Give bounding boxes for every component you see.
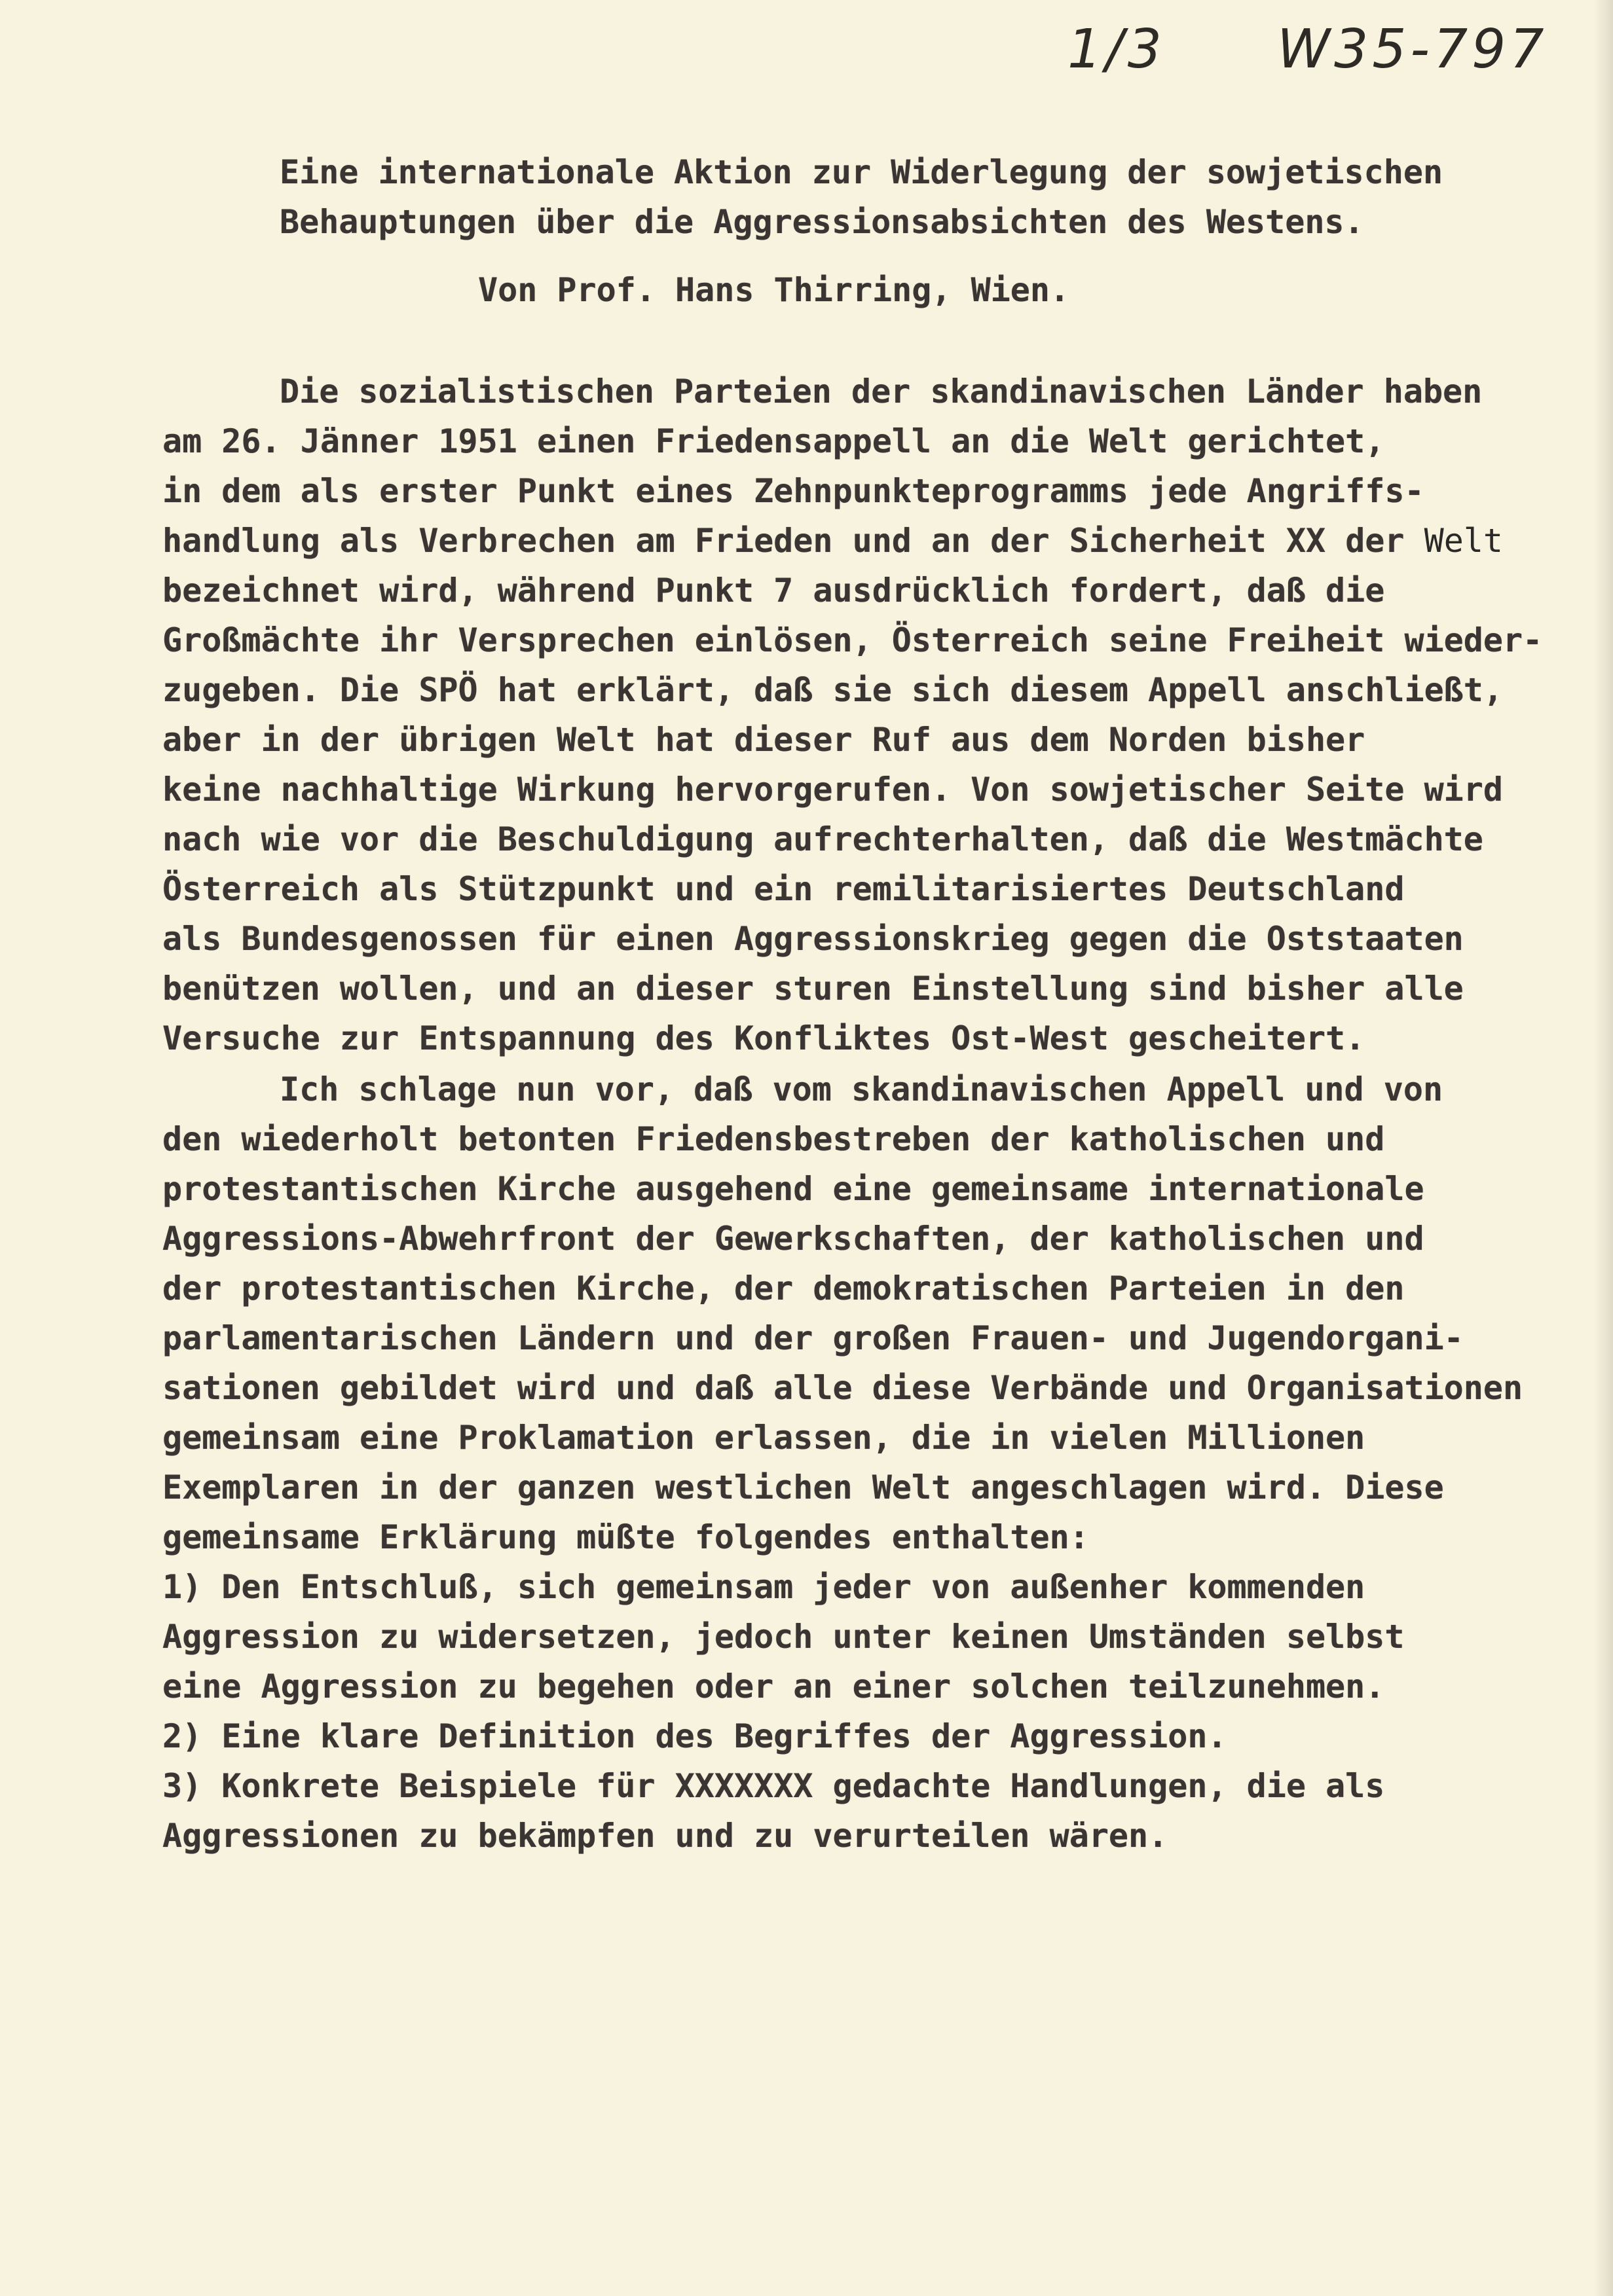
page-number-annotation: 1/3 xyxy=(1067,18,1166,81)
list-item-2-line: 2) Eine klare Definition des Begriffes der Aggression. xyxy=(162,1717,1227,1755)
paragraph-2-line: parlamentarischen Ländern und der großen Frauen- und Jugendorgani- xyxy=(162,1319,1464,1357)
page-edge-shadow xyxy=(1593,0,1613,2296)
paragraph-2-line: gemeinsam eine Proklamation erlassen, die in vielen Millionen xyxy=(162,1419,1365,1457)
paragraph-2-line: gemeinsame Erklärung müßte folgendes enthalten: xyxy=(162,1518,1089,1556)
paragraph-1-line: nach wie vor die Beschuldigung aufrechterhalten, daß die Westmächte xyxy=(162,820,1483,858)
paragraph-1-line-inserted-word: Welt xyxy=(1424,522,1504,560)
paragraph-2-line: protestantischen Kirche ausgehend eine gemeinsame internationale xyxy=(162,1170,1424,1208)
paragraph-1-line: in dem als erster Punkt eines Zehnpunkteprogramms jede Angriffs- xyxy=(162,472,1424,510)
document-title-line-1: Eine internationale Aktion zur Widerlegung der sowjetischen xyxy=(280,153,1443,191)
struck-out-text: XXXXXXX xyxy=(675,1767,813,1805)
paragraph-1-line-text: handlung als Verbrechen am Frieden und an der Sicherheit xyxy=(162,522,1267,560)
paragraph-1-line: Versuche zur Entspannung des Konfliktes Ost-West gescheitert. xyxy=(162,1019,1365,1057)
document-title-line-2: Behauptungen über die Aggressionsabsichten des Westens. xyxy=(280,203,1364,241)
list-item-3-text: 3) Konkrete Beispiele für xyxy=(162,1767,656,1805)
archive-code-annotation: W35-797 xyxy=(1277,18,1548,81)
list-item-3-rest: gedachte Handlungen, die als xyxy=(832,1767,1385,1805)
paragraph-2-line: sationen gebildet wird und daß alle diese Verbände und Organisationen xyxy=(162,1369,1523,1407)
paragraph-1-line: keine nachhaltige Wirkung hervorgerufen. Von sowjetischer Seite wird xyxy=(162,771,1503,809)
paragraph-1-line: aber in der übrigen Welt hat dieser Ruf aus dem Norden bisher xyxy=(162,721,1365,759)
list-item-1-line: Aggression zu widersetzen, jedoch unter keinen Umständen selbst xyxy=(162,1618,1405,1656)
paragraph-2-line: Ich schlage nun vor, daß vom skandinavischen Appell und von xyxy=(280,1070,1443,1108)
paragraph-1-line: Österreich als Stützpunkt und ein remilitarisiertes Deutschland xyxy=(162,870,1405,908)
list-item-3-line xyxy=(162,1761,1384,1811)
paragraph-2-line: der protestantischen Kirche, der demokratischen Parteien in den xyxy=(162,1269,1405,1307)
paragraph-1-line: als Bundesgenossen für einen Aggressionskrieg gegen die Oststaaten xyxy=(162,920,1464,958)
paragraph-1-line: benützen wollen, und an dieser sturen Einstellung sind bisher alle xyxy=(162,970,1464,1008)
list-item-3-line: Aggressionen zu bekämpfen und zu verurteilen wären. xyxy=(162,1817,1168,1855)
paragraph-2-line: Aggressions-Abwehrfront der Gewerkschaften, der katholischen und xyxy=(162,1220,1424,1258)
paragraph-2-line: Exemplaren in der ganzen westlichen Welt angeschlagen wird. Diese xyxy=(162,1468,1444,1506)
paragraph-1-line: am 26. Jänner 1951 einen Friedensappell an die Welt gerichtet, xyxy=(162,422,1385,460)
paragraph-1-line: zugeben. Die SPÖ hat erklärt, daß sie sich diesem Appell anschließt, xyxy=(162,671,1503,709)
paragraph-1-line: Die sozialistischen Parteien der skandinavischen Länder haben xyxy=(280,373,1483,410)
struck-out-text: XX xyxy=(1286,522,1326,560)
document-byline: Von Prof. Hans Thirring, Wien. xyxy=(478,271,1070,309)
paragraph-2-line: den wiederholt betonten Friedensbestreben der katholischen und xyxy=(162,1120,1385,1158)
paragraph-1-line: Großmächte ihr Versprechen einlösen, Österreich seine Freiheit wieder- xyxy=(162,621,1543,659)
list-item-1-line: eine Aggression zu begehen oder an einer solchen teilzunehmen. xyxy=(162,1667,1385,1705)
paragraph-1-line-tail: der xyxy=(1345,522,1405,560)
paragraph-1-line xyxy=(162,516,1503,566)
paragraph-1-line: bezeichnet wird, während Punkt 7 ausdrücklich fordert, daß die xyxy=(162,572,1385,610)
list-item-1-line: 1) Den Entschluß, sich gemeinsam jeder von außenher kommenden xyxy=(162,1568,1365,1606)
